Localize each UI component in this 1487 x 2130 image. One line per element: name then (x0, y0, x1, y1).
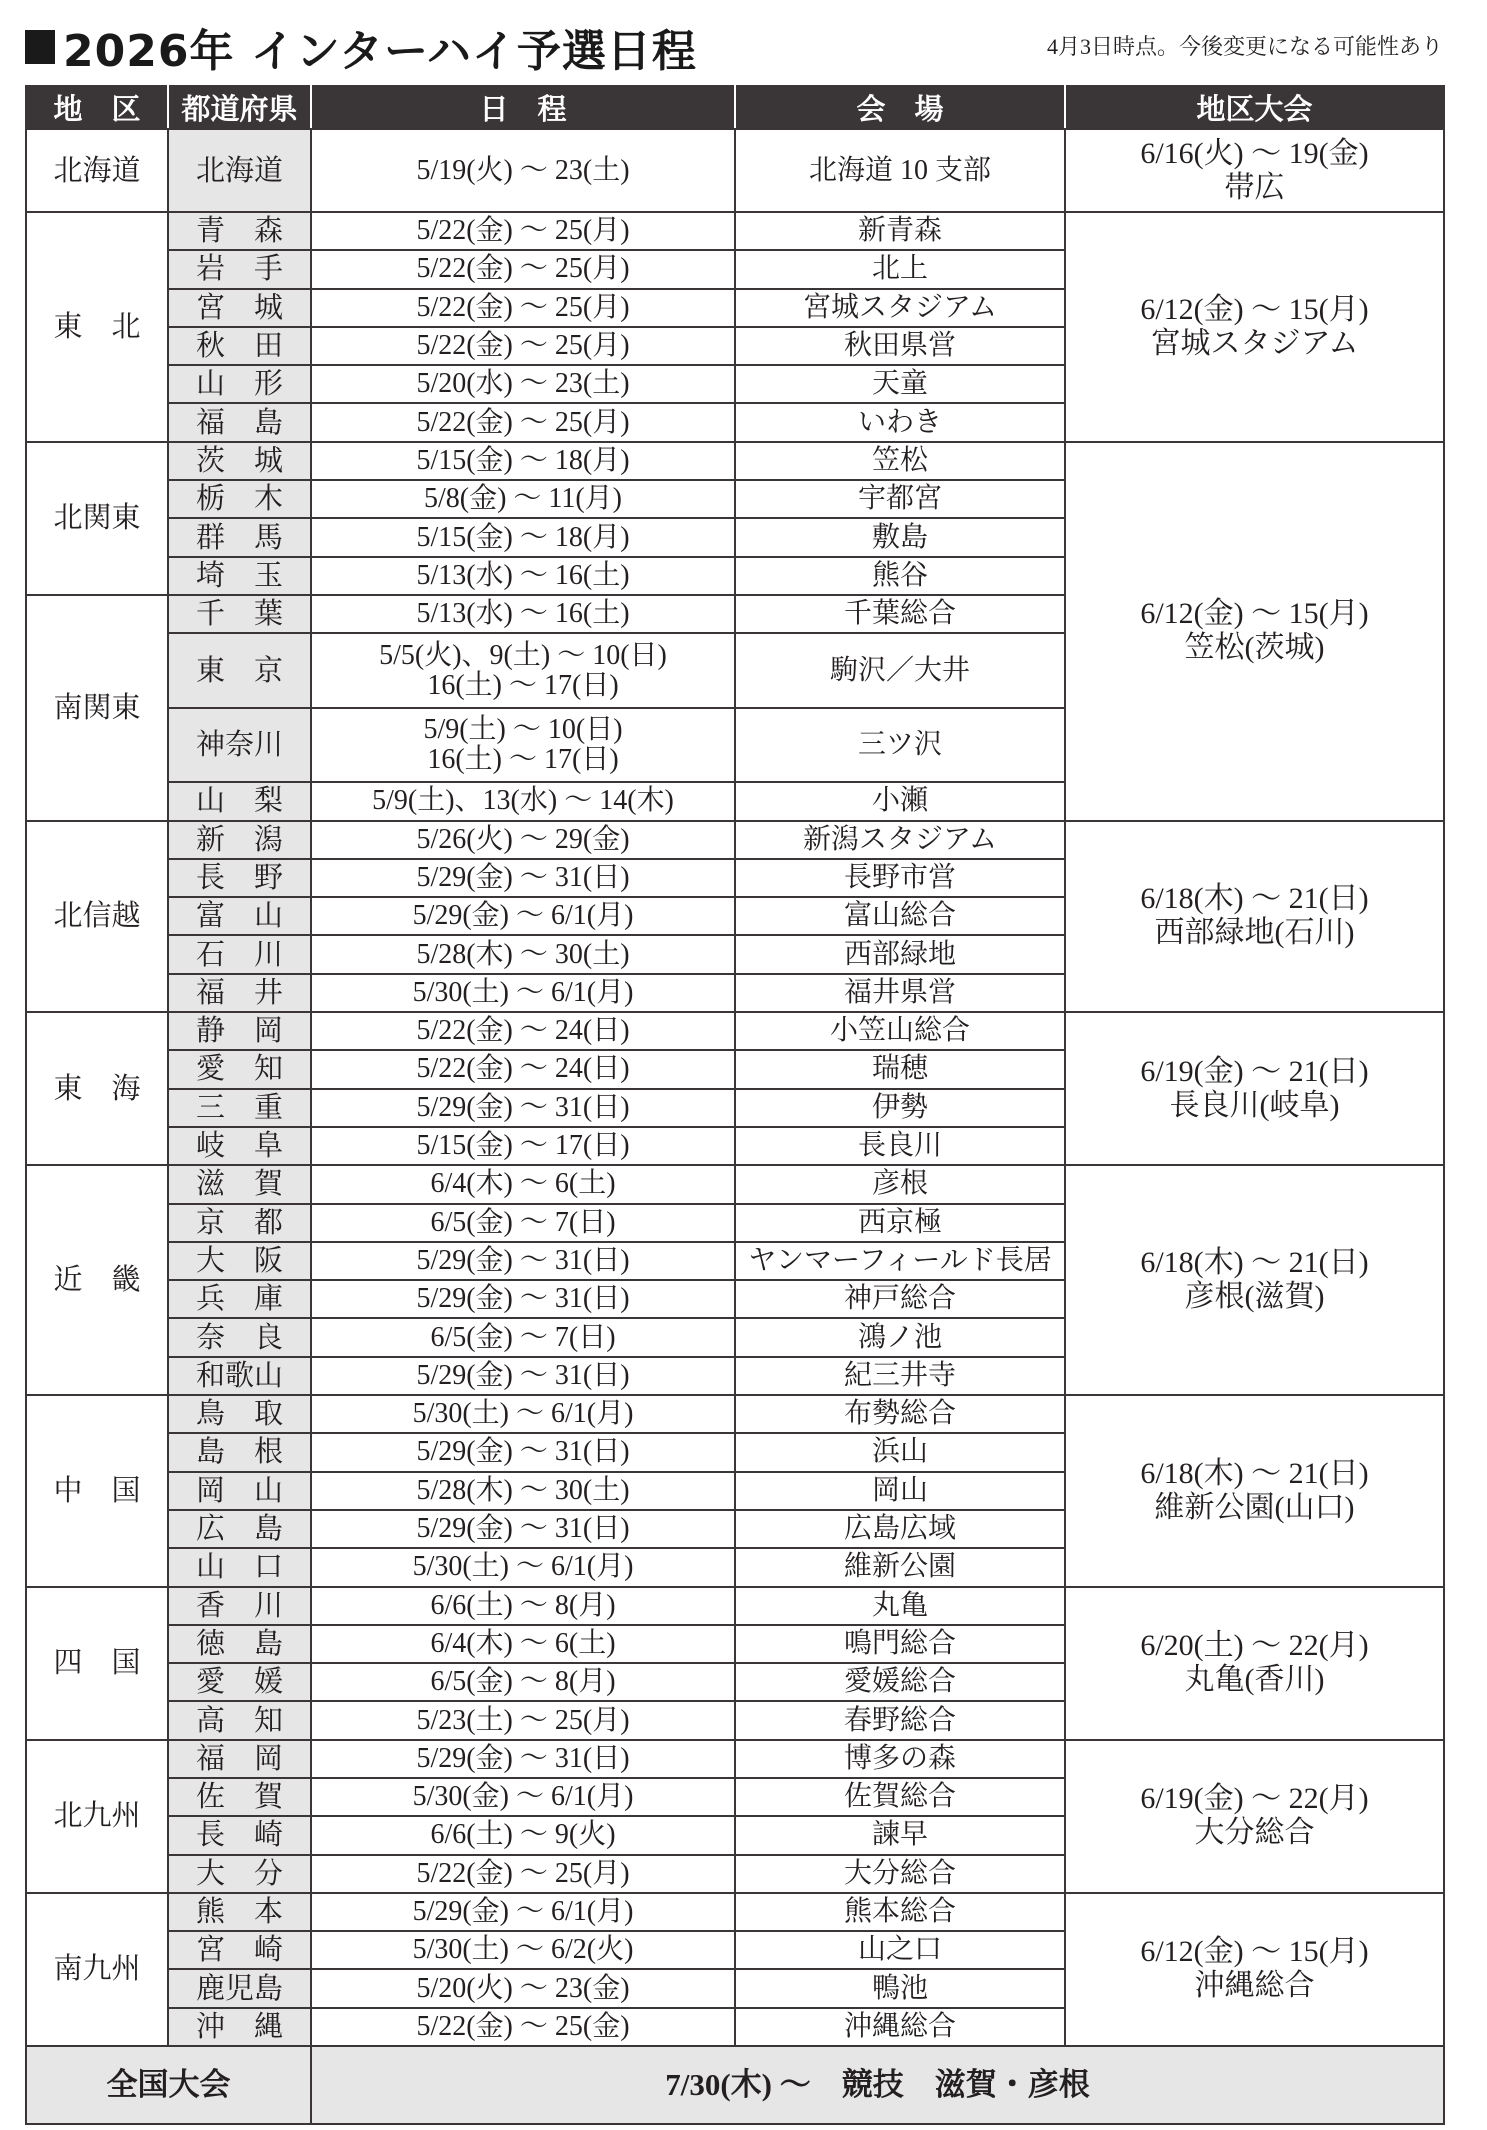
dates-cell (311, 1740, 735, 1778)
prefecture-cell: 神奈川 (168, 708, 311, 783)
regional-tournament-cell (1065, 129, 1444, 212)
prefecture-cell: 三 重 (168, 1089, 311, 1127)
dates-line: 5/29(金) ～ 31(日) (416, 1091, 630, 1123)
dates-line: 5/28(木) ～ 30(土) (416, 938, 630, 970)
prefecture-cell: 大 阪 (168, 1242, 311, 1280)
regional-venue: 彦根(滋賀) (1184, 1280, 1325, 1314)
regional-venue: 宮城スタジアム (1150, 326, 1359, 360)
venue-cell: 長野市営 (735, 859, 1065, 897)
venue-cell: 小笠山総合 (735, 1012, 1065, 1050)
venue-cell: 熊谷 (735, 557, 1065, 595)
dates-line: 5/30(金) ～ 6/1(月) (412, 1781, 634, 1813)
dates-line: 5/22(金) ～ 25(月) (416, 291, 630, 323)
prefecture-cell: 岐 阜 (168, 1127, 311, 1165)
dates-line: 5/30(土) ～ 6/1(月) (412, 1398, 634, 1430)
dates-cell (311, 1625, 735, 1663)
table-row (26, 1165, 1444, 1203)
venue-cell: 駒沢／大井 (735, 633, 1065, 708)
table-row (26, 1740, 1444, 1778)
dates-cell (311, 1969, 735, 2007)
dates-line: 5/13(水) ～ 16(土) (416, 598, 630, 630)
venue-cell: 山之口 (735, 1931, 1065, 1969)
prefecture-cell: 熊 本 (168, 1893, 311, 1931)
venue-cell: 神戸総合 (735, 1280, 1065, 1318)
dates-cell (311, 480, 735, 518)
national-details: 7/30(木) ～ 競技 滋賀・彦根 (311, 2046, 1444, 2124)
dates-cell (311, 1050, 735, 1088)
venue-cell: 新潟スタジアム (735, 821, 1065, 859)
venue-cell: 宇都宮 (735, 480, 1065, 518)
dates-line: 5/29(金) ～ 31(日) (416, 1359, 630, 1391)
dates-line: 16(土) ～ 17(日) (427, 669, 619, 701)
venue-cell: 三ツ沢 (735, 708, 1065, 783)
venue-cell: 鴻ノ池 (735, 1318, 1065, 1356)
prefecture-cell: 佐 賀 (168, 1778, 311, 1816)
venue-cell: 長良川 (735, 1127, 1065, 1165)
prefecture-cell: 富 山 (168, 897, 311, 935)
regional-venue: 大分総合 (1194, 1816, 1315, 1850)
national-label: 全国大会 (26, 2046, 311, 2124)
region-cell: 東 海 (26, 1012, 168, 1165)
dates-cell (311, 129, 735, 212)
dates-cell (311, 250, 735, 288)
prefecture-cell: 滋 賀 (168, 1165, 311, 1203)
dates-cell (311, 1089, 735, 1127)
dates-cell (311, 1510, 735, 1548)
prefecture-cell: 大 分 (168, 1855, 311, 1893)
dates-cell (311, 821, 735, 859)
venue-cell: 浜山 (735, 1433, 1065, 1471)
regional-tournament-cell (1065, 1740, 1444, 1893)
prefecture-cell: 新 潟 (168, 821, 311, 859)
dates-cell (311, 1778, 735, 1816)
dates-cell (311, 442, 735, 480)
table-row (26, 1395, 1444, 1433)
regional-dates: 6/19(金) ～ 21(日) (1140, 1054, 1369, 1088)
prefecture-cell: 石 川 (168, 935, 311, 973)
prefecture-cell: 宮 崎 (168, 1931, 311, 1969)
prefecture-cell: 東 京 (168, 633, 311, 708)
dates-line: 5/19(火) ～ 23(土) (416, 154, 630, 186)
venue-cell: 博多の森 (735, 1740, 1065, 1778)
dates-line: 5/26(火) ～ 29(金) (416, 823, 630, 855)
region-cell: 北九州 (26, 1740, 168, 1893)
dates-line: 6/6(土) ～ 8(月) (430, 1589, 616, 1621)
venue-cell: 岡山 (735, 1472, 1065, 1510)
dates-line: 5/13(水) ～ 16(土) (416, 559, 630, 591)
prefecture-cell: 鹿児島 (168, 1969, 311, 2007)
dates-line: 5/22(金) ～ 24(日) (416, 1053, 630, 1085)
dates-cell (311, 289, 735, 327)
venue-cell: 佐賀総合 (735, 1778, 1065, 1816)
regional-dates: 6/16(火) ～ 19(金) (1140, 136, 1369, 170)
dates-cell (311, 935, 735, 973)
dates-line: 5/15(金) ～ 18(月) (416, 521, 630, 553)
table-row (26, 212, 1444, 250)
dates-cell (311, 1855, 735, 1893)
prefecture-cell: 京 都 (168, 1204, 311, 1242)
dates-cell (311, 1242, 735, 1280)
dates-line: 5/29(金) ～ 31(日) (416, 1742, 630, 1774)
prefecture-cell: 愛 媛 (168, 1663, 311, 1701)
regional-dates: 6/20(土) ～ 22(月) (1140, 1629, 1369, 1663)
dates-line: 5/22(金) ～ 25(月) (416, 215, 630, 247)
prefecture-cell: 福 島 (168, 403, 311, 441)
prefecture-cell: 宮 城 (168, 289, 311, 327)
region-cell: 北関東 (26, 442, 168, 595)
prefecture-cell: 茨 城 (168, 442, 311, 480)
region-cell: 南関東 (26, 595, 168, 821)
regional-dates: 6/19(金) ～ 22(月) (1140, 1782, 1369, 1816)
table-row (26, 1893, 1444, 1931)
venue-cell: 諫早 (735, 1816, 1065, 1854)
dates-cell (311, 1931, 735, 1969)
prefecture-cell: 埼 玉 (168, 557, 311, 595)
regional-tournament-cell (1065, 1012, 1444, 1165)
venue-cell: 瑞穂 (735, 1050, 1065, 1088)
dates-cell (311, 1165, 735, 1203)
dates-cell (311, 1893, 735, 1931)
dates-line: 5/22(金) ～ 25(月) (416, 406, 630, 438)
col-header-prefecture: 都道府県 (168, 86, 311, 129)
venue-cell: いわき (735, 403, 1065, 441)
prefecture-cell: 北海道 (168, 129, 311, 212)
venue-cell: ヤンマーフィールド長居 (735, 1242, 1065, 1280)
prefecture-cell: 広 島 (168, 1510, 311, 1548)
venue-cell: 広島広域 (735, 1510, 1065, 1548)
regional-tournament-cell (1065, 1893, 1444, 2046)
prefecture-cell: 山 梨 (168, 782, 311, 820)
dates-line: 5/29(金) ～ 6/1(月) (412, 1896, 634, 1928)
dates-line: 5/22(金) ～ 25(金) (416, 2010, 630, 2042)
venue-cell: 維新公園 (735, 1548, 1065, 1586)
dates-line: 5/29(金) ～ 31(日) (416, 1513, 630, 1545)
dates-cell (311, 859, 735, 897)
dates-line: 5/8(金) ～ 11(月) (423, 483, 623, 515)
dates-line: 6/4(木) ～ 6(土) (430, 1168, 616, 1200)
dates-cell (311, 1204, 735, 1242)
table-row (26, 1012, 1444, 1050)
header-row (26, 86, 1444, 129)
dates-line: 6/6(土) ～ 9(火) (430, 1819, 616, 1851)
venue-cell: 西部緑地 (735, 935, 1065, 973)
dates-cell (311, 897, 735, 935)
dates-line: 5/22(金) ～ 24(日) (416, 1015, 630, 1047)
dates-line: 5/30(土) ～ 6/2(火) (412, 1934, 634, 1966)
dates-line: 5/23(土) ～ 25(月) (416, 1704, 630, 1736)
regional-tournament-cell (1065, 212, 1444, 442)
venue-cell: 西京極 (735, 1204, 1065, 1242)
regional-venue: 維新公園(山口) (1154, 1490, 1355, 1524)
regional-dates: 6/12(金) ～ 15(月) (1140, 292, 1369, 326)
dates-cell (311, 1548, 735, 1586)
venue-cell: 彦根 (735, 1165, 1065, 1203)
prefecture-cell: 福 井 (168, 974, 311, 1012)
dates-cell (311, 327, 735, 365)
venue-cell: 愛媛総合 (735, 1663, 1065, 1701)
dates-cell (311, 518, 735, 556)
dates-line: 16(土) ～ 17(日) (427, 744, 619, 776)
venue-cell: 天童 (735, 365, 1065, 403)
prefecture-cell: 岩 手 (168, 250, 311, 288)
prefecture-cell: 香 川 (168, 1587, 311, 1625)
prefecture-cell: 高 知 (168, 1701, 311, 1739)
venue-cell: 布勢総合 (735, 1395, 1065, 1433)
prefecture-cell: 兵 庫 (168, 1280, 311, 1318)
regional-dates: 6/12(金) ～ 15(月) (1140, 1935, 1369, 1969)
dates-cell (311, 557, 735, 595)
dates-line: 5/20(火) ～ 23(金) (416, 1972, 630, 2004)
page-title (25, 22, 697, 77)
dates-cell (311, 2008, 735, 2046)
dates-line: 6/4(木) ～ 6(土) (430, 1627, 616, 1659)
regional-dates: 6/18(木) ～ 21(日) (1140, 882, 1369, 916)
prefecture-cell: 長 崎 (168, 1816, 311, 1854)
dates-cell (311, 1395, 735, 1433)
prefecture-cell: 秋 田 (168, 327, 311, 365)
prefecture-cell: 山 口 (168, 1548, 311, 1586)
table-row (26, 821, 1444, 859)
prefecture-cell: 山 形 (168, 365, 311, 403)
prefecture-cell: 徳 島 (168, 1625, 311, 1663)
national-row (26, 2046, 1444, 2124)
col-header-dates: 日 程 (311, 86, 735, 129)
schedule-table (25, 85, 1445, 2125)
dates-cell (311, 1318, 735, 1356)
dates-line: 6/5(金) ～ 7(日) (430, 1321, 616, 1353)
dates-cell (311, 1701, 735, 1739)
dates-line: 5/9(土) ～ 10(日) (423, 714, 623, 746)
dates-line: 5/15(金) ～ 17(日) (416, 1130, 630, 1162)
dates-line: 5/5(火)、9(土) ～ 10(日) (379, 639, 667, 671)
dates-line: 6/5(金) ～ 8(月) (430, 1666, 616, 1698)
region-cell: 中 国 (26, 1395, 168, 1586)
venue-cell: 新青森 (735, 212, 1065, 250)
regional-venue: 西部緑地(石川) (1154, 916, 1355, 950)
table-row (26, 442, 1444, 480)
dates-cell (311, 1012, 735, 1050)
dates-cell (311, 365, 735, 403)
venue-cell: 春野総合 (735, 1701, 1065, 1739)
regional-venue: 沖縄総合 (1194, 1969, 1315, 2003)
venue-cell: 紀三井寺 (735, 1357, 1065, 1395)
prefecture-cell: 福 岡 (168, 1740, 311, 1778)
region-cell: 近 畿 (26, 1165, 168, 1395)
venue-cell: 大分総合 (735, 1855, 1065, 1893)
col-header-venue: 会 場 (735, 86, 1065, 129)
prefecture-cell: 沖 縄 (168, 2008, 311, 2046)
dates-line: 5/30(土) ～ 6/1(月) (412, 976, 634, 1008)
venue-cell: 敷島 (735, 518, 1065, 556)
dates-cell (311, 1587, 735, 1625)
dates-cell (311, 708, 735, 783)
table-row (26, 1587, 1444, 1625)
prefecture-cell: 青 森 (168, 212, 311, 250)
venue-cell: 鴨池 (735, 1969, 1065, 2007)
dates-cell (311, 595, 735, 633)
prefecture-cell: 愛 知 (168, 1050, 311, 1088)
dates-cell (311, 1663, 735, 1701)
dates-line: 5/9(土)、13(水) ～ 14(木) (372, 785, 674, 817)
prefecture-cell: 栃 木 (168, 480, 311, 518)
region-cell: 北海道 (26, 129, 168, 212)
venue-cell: 伊勢 (735, 1089, 1065, 1127)
regional-venue: 長良川(岐阜) (1169, 1088, 1340, 1122)
region-cell: 四 国 (26, 1587, 168, 1740)
dates-line: 5/30(土) ～ 6/1(月) (412, 1551, 634, 1583)
prefecture-cell: 群 馬 (168, 518, 311, 556)
dates-line: 5/29(金) ～ 31(日) (416, 1436, 630, 1468)
dates-line: 5/15(金) ～ 18(月) (416, 444, 630, 476)
regional-venue: 笠松(茨城) (1184, 631, 1325, 665)
region-cell: 東 北 (26, 212, 168, 442)
dates-cell (311, 1357, 735, 1395)
prefecture-cell: 静 岡 (168, 1012, 311, 1050)
dates-line: 5/29(金) ～ 31(日) (416, 1283, 630, 1315)
prefecture-cell: 岡 山 (168, 1472, 311, 1510)
dates-line: 5/20(水) ～ 23(土) (416, 368, 630, 400)
region-cell: 北信越 (26, 821, 168, 1012)
venue-cell: 富山総合 (735, 897, 1065, 935)
regional-tournament-cell (1065, 821, 1444, 1012)
regional-venue: 帯広 (1224, 170, 1285, 204)
dates-cell (311, 782, 735, 820)
black-square-icon (25, 30, 55, 64)
dates-line: 5/22(金) ～ 25(月) (416, 1857, 630, 1889)
venue-cell: 沖縄総合 (735, 2008, 1065, 2046)
venue-cell: 丸亀 (735, 1587, 1065, 1625)
dates-cell (311, 212, 735, 250)
col-header-region: 地 区 (26, 86, 168, 129)
venue-cell: 小瀬 (735, 782, 1065, 820)
dates-cell (311, 974, 735, 1012)
venue-cell: 秋田県営 (735, 327, 1065, 365)
regional-dates: 6/12(金) ～ 15(月) (1140, 597, 1369, 631)
prefecture-cell: 長 野 (168, 859, 311, 897)
venue-cell: 福井県営 (735, 974, 1065, 1012)
venue-cell: 宮城スタジアム (735, 289, 1065, 327)
prefecture-cell: 島 根 (168, 1433, 311, 1471)
dates-cell (311, 1433, 735, 1471)
dates-cell (311, 1816, 735, 1854)
venue-cell: 熊本総合 (735, 1893, 1065, 1931)
dates-line: 5/28(木) ～ 30(土) (416, 1474, 630, 1506)
title-text: 2026年 インターハイ予選日程 (63, 26, 697, 77)
venue-cell: 千葉総合 (735, 595, 1065, 633)
venue-cell: 北海道 10 支部 (735, 129, 1065, 212)
dates-cell (311, 1472, 735, 1510)
regional-venue: 丸亀(香川) (1184, 1663, 1325, 1697)
dates-line: 5/29(金) ～ 31(日) (416, 1244, 630, 1276)
prefecture-cell: 千 葉 (168, 595, 311, 633)
regional-dates: 6/18(木) ～ 21(日) (1140, 1456, 1369, 1490)
venue-cell: 北上 (735, 250, 1065, 288)
regional-tournament-cell (1065, 1395, 1444, 1586)
regional-tournament-cell (1065, 442, 1444, 821)
dates-cell (311, 403, 735, 441)
regional-dates: 6/18(木) ～ 21(日) (1140, 1246, 1369, 1280)
dates-cell (311, 1127, 735, 1165)
col-header-regional-tournament: 地区大会 (1065, 86, 1444, 129)
prefecture-cell: 奈 良 (168, 1318, 311, 1356)
regional-tournament-cell (1065, 1165, 1444, 1395)
update-note: 4月3日時点。今後変更になる可能性あり (1046, 34, 1443, 59)
regional-tournament-cell (1065, 1587, 1444, 1740)
dates-line: 5/22(金) ～ 25(月) (416, 330, 630, 362)
prefecture-cell: 和歌山 (168, 1357, 311, 1395)
dates-line: 5/29(金) ～ 6/1(月) (412, 900, 634, 932)
table-row (26, 129, 1444, 212)
venue-cell: 笠松 (735, 442, 1065, 480)
venue-cell: 鳴門総合 (735, 1625, 1065, 1663)
dates-cell (311, 633, 735, 708)
prefecture-cell: 鳥 取 (168, 1395, 311, 1433)
region-cell: 南九州 (26, 1893, 168, 2046)
dates-cell (311, 1280, 735, 1318)
dates-line: 5/22(金) ～ 25(月) (416, 253, 630, 285)
dates-line: 5/29(金) ～ 31(日) (416, 862, 630, 893)
dates-line: 6/5(金) ～ 7(日) (430, 1206, 616, 1238)
